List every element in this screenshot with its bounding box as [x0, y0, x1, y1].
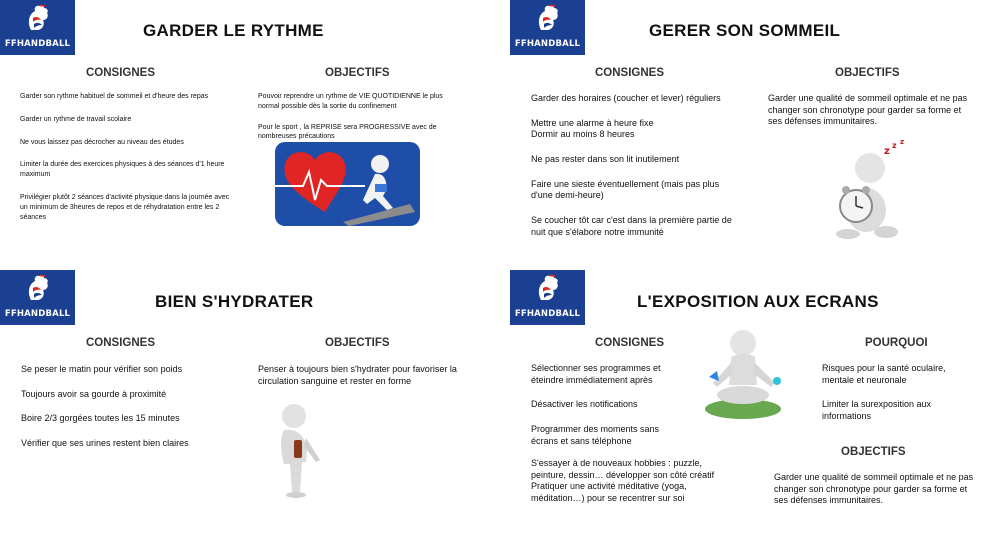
sleeping-figure-clock-illustration	[828, 140, 918, 240]
ffhandball-logo	[0, 0, 75, 55]
consignes-list-continued	[531, 458, 731, 518]
rooster-icon	[535, 4, 561, 32]
consignes-heading: CONSIGNES	[86, 337, 156, 349]
list-item: Ne vous laissez pas décrocher au niveau des études	[20, 138, 184, 146]
brand-name: FFHANDBALL	[4, 309, 71, 319]
brand-name: FFHANDBALL	[514, 39, 581, 49]
consignes-heading: CONSIGNES	[595, 67, 665, 79]
figure-drinking-illustration	[270, 400, 330, 500]
list-item: Boire 2/3 gorgées toutes les 15 minutes	[21, 413, 180, 424]
list-item: Sélectionner ses programmes et éteindre immédiatement après	[531, 363, 661, 385]
objectifs-heading: OBJECTIFS	[325, 67, 390, 79]
objectifs-heading: OBJECTIFS	[841, 446, 906, 458]
consignes-list	[531, 363, 681, 460]
objectifs-heading: OBJECTIFS	[835, 67, 900, 79]
rooster-icon	[25, 274, 51, 302]
list-item: Désactiver les notifications	[531, 399, 638, 410]
list-item: Risques pour la santé oculaire, mentale et neuronale	[822, 363, 946, 385]
list-item: S'essayer à de nouveaux hobbies : puzzle, peinture, dessin… développer son côté créatif	[531, 458, 715, 480]
svg-text:z: z	[884, 146, 890, 157]
list-item: Mettre une alarme à heure fixe	[531, 117, 654, 128]
list-item: Garder des horaires (coucher et lever) réguliers	[531, 93, 721, 103]
page-title: GERER SON SOMMEIL	[649, 21, 841, 40]
svg-text:z: z	[892, 141, 897, 150]
list-item: Vérifier que ses urines restent bien claires	[21, 438, 189, 449]
objectif-text: Garder une qualité de sommeil optimale et ne pas changer son chronotype pour garder sa forme et ses défenses immunitaires.	[774, 472, 974, 506]
list-item: Se peser le matin pour vérifier son poids	[21, 364, 183, 374]
ffhandball-logo	[0, 270, 75, 325]
ffhandball-logo	[510, 270, 585, 325]
consignes-heading: CONSIGNES	[86, 67, 156, 79]
consignes-list	[20, 92, 230, 235]
list-item: Dormir au moins 8 heures	[531, 129, 635, 140]
meditating-figure-illustration	[695, 325, 793, 423]
list-item: Limiter la surexposition aux informations	[822, 399, 932, 422]
list-item: Toujours avoir sa gourde à proximité	[21, 388, 167, 399]
objectif-text: Garder une qualité de sommeil optimale et ne pas changer son chronotype pour garder sa forme et ses défenses immunitaires.	[768, 93, 968, 127]
page-title: GARDER LE RYTHME	[143, 21, 324, 40]
list-item: Pratiquer une activité méditative (yoga, méditation…) pour se recentrer sur soi	[531, 481, 687, 504]
list-item: Ne pas rester dans son lit inutilement	[531, 154, 680, 165]
page-title: BIEN S'HYDRATER	[155, 292, 314, 311]
rooster-icon	[535, 274, 561, 302]
panel-bien-s-hydrater	[0, 270, 495, 540]
objectifs-heading: OBJECTIFS	[325, 337, 390, 349]
objectif-text: Penser à toujours bien s'hydrater pour favoriser la circulation sanguine et rester en forme	[258, 364, 457, 386]
list-item: Se coucher tôt car c'est dans la première partie de nuit que s'élabore notre immunité	[531, 215, 732, 237]
consignes-list	[21, 364, 236, 463]
consignes-list	[531, 93, 736, 252]
list-item: Limiter la durée des exercices physiques à des séances d'1 heure maximum	[20, 161, 225, 179]
brand-name: FFHANDBALL	[514, 309, 581, 319]
consignes-heading: CONSIGNES	[595, 337, 665, 349]
list-item: Pour le sport , la REPRISE sera PROGRESSIVE avec de nombreuses précautions	[258, 123, 437, 141]
list-item: Faire une sieste éventuellement (mais pas plus d'une demi-heure)	[531, 178, 720, 201]
page-title: L'EXPOSITION AUX ECRANS	[637, 292, 879, 311]
heart-treadmill-illustration	[275, 142, 420, 226]
brand-name: FFHANDBALL	[4, 39, 71, 49]
svg-text:z: z	[900, 140, 905, 146]
panel-exposition-aux-ecrans	[510, 270, 990, 540]
list-item: Pouvoir reprendre un rythme de VIE QUOTIDIENNE le plus normal possible dès la sortie du confinement	[258, 93, 443, 110]
rooster-icon	[25, 4, 51, 32]
list-item: Garder son rythme habituel de sommeil et d'heure des repas	[20, 93, 209, 100]
list-item: Privilégier plutôt 2 séances d'activité physique dans la journée avec un minimum de 3heures de repos et de réhydratation entre les 2 séances	[20, 193, 230, 221]
ffhandball-logo	[510, 0, 585, 55]
panel-gerer-son-sommeil	[510, 0, 990, 270]
list-item: Garder un rythme de travail scolaire	[20, 115, 132, 123]
list-item: Programmer des moments sans écrans et sans téléphone	[531, 424, 660, 446]
panel-garder-le-rythme	[0, 0, 495, 270]
pourquoi-list	[822, 363, 967, 436]
pourquoi-heading: POURQUOI	[865, 337, 928, 349]
